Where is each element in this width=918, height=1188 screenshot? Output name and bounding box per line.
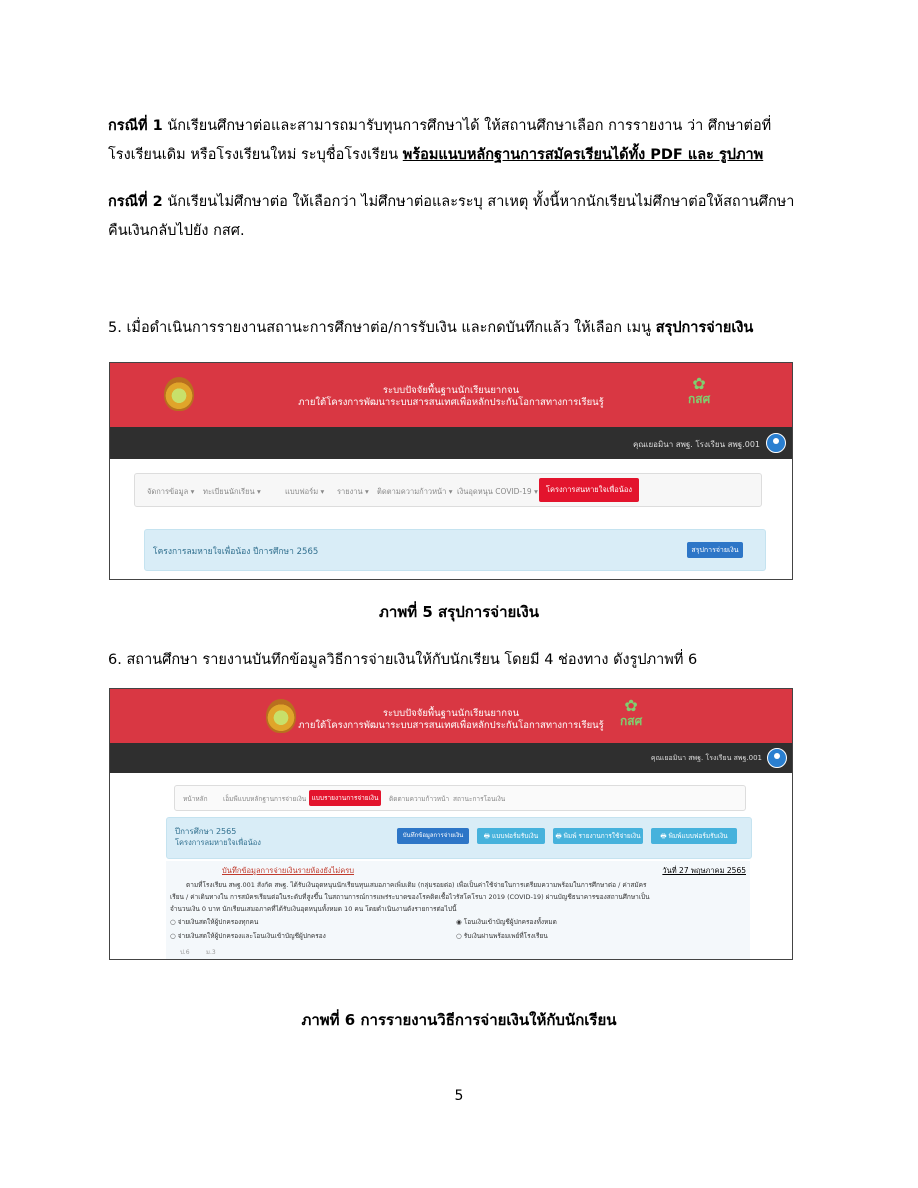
step-5-text: 5. เมื่อดำเนินการรายงานสถานะการศึกษาต่อ/การรับเงิน และกดบันทึกแล้ว ให้เลือก เมนู (108, 320, 656, 336)
tab-transfer-status[interactable]: สถานะการโอนเงิน (453, 795, 506, 803)
main-nav (134, 473, 762, 507)
figure-6-caption: ภาพที่ 6 การรายงานวิธีการจ่ายเงินให้กับนักเรียน (301, 1011, 617, 1029)
tab-bar (174, 785, 746, 811)
eef-logo (688, 374, 711, 406)
option-cash-and-transfer[interactable]: ○ จ่ายเงินสดให้ผู้ปกครองและโอนเงินเข้าบัญชีผู้ปกครอง (170, 932, 326, 940)
nav-student-registry[interactable]: ทะเบียนนักเรียน ▾ (203, 487, 261, 496)
system-subtitle-2: ภายใต้โครงการพัฒนาระบบสารสนเทศเพื่อหลักประกันโอกาสทางการเรียนรู้ (298, 720, 604, 731)
nav-reports[interactable]: รายงาน ▾ (337, 487, 369, 496)
body-line-2: เรียน / ค่าเดินทางใน การสมัครเรียนต่อในระดับที่สูงขึ้น ในสถานการณ์การแพร่ระบาดของโรคติดเชื้อไวรัสโคโรนา 2019 (COVID-19) ผ่านบัญชีธนาคารของสถานศึกษาเป็น (170, 893, 650, 901)
step-5 (108, 314, 813, 343)
case-1-lead: กรณีที่ 1 (108, 118, 163, 134)
paragraph-case-2 (108, 188, 813, 246)
option-transfer-all[interactable]: ◉ โอนเงินเข้าบัญชีผู้ปกครองทั้งหมด (456, 918, 557, 926)
project-box (144, 529, 766, 571)
project-name: โครงการลมหายใจเพื่อน้อง (175, 838, 261, 847)
brand-text-2: กสศ (620, 714, 643, 728)
tab-progress[interactable]: ติดตามความก้าวหน้า (389, 795, 450, 803)
user-name-2[interactable]: คุณเยอมินา สพฐ. โรงเรียน สพฐ.001 (650, 754, 762, 762)
user-name[interactable]: คุณเยอมินา สพฐ. โรงเรียน สพฐ.001 (632, 440, 760, 449)
header-banner-2 (110, 689, 792, 743)
page-number: 5 (454, 1088, 464, 1104)
system-title-2: ระบบปัจจัยพื้นฐานนักเรียนยากจน (382, 708, 520, 719)
record-panel (166, 861, 750, 959)
record-body (170, 879, 746, 915)
user-bar-2 (110, 743, 792, 773)
body-line-1: ตามที่โรงเรียน สพฐ.001 สังกัด สพฐ. ได้รับเงินอุดหนุนนักเรียนทุนเสมอภาคเพิ่มเติม (กลุ่มรอยต่อ) เพื่อเป็นค่าใช้จ่ายในการเตรียมความพร้อมในการศึกษาต่อ / ค่าสมัคร (186, 881, 647, 889)
record-heading: บันทึกข้อมูลการจ่ายเงินรายห้องยังไม่ครบ (222, 866, 355, 875)
case-2-text: นักเรียนไม่ศึกษาต่อ ให้เลือกว่า ไม่ศึกษาต่อและระบุ สาเหตุ ทั้งนี้หากนักเรียนไม่ศึกษาต่อให้สถานศึกษา (162, 194, 795, 210)
option-promptpay[interactable]: ○ รับเงินผ่านพร้อมเพย์ที่โรงเรียน (456, 932, 548, 940)
case-1-line2: โรงเรียนเดิม หรือโรงเรียนใหม่ ระบุชื่อโรงเรียน (108, 147, 403, 163)
screenshot-payment-report (109, 688, 793, 960)
figure-5-caption: ภาพที่ 5 สรุปการจ่ายเงิน (379, 603, 539, 621)
body-line-3: จำนวนเงิน 0 บาท นักเรียนเสมอภาคที่ได้รับเงินอุดหนุนทั้งหมด 10 คน โดยดำเนินงานดังรายการต่อไปนี้ (170, 905, 457, 913)
tab-home[interactable]: หน้าหลัก (183, 795, 208, 803)
year-box (166, 817, 752, 859)
grade-tab-p6[interactable]: ป.6 (180, 949, 190, 956)
nav-progress[interactable]: ติดตามความก้าวหน้า ▾ (377, 487, 453, 496)
user-bar (110, 427, 792, 459)
record-payment-button[interactable]: บันทึกข้อมูลการจ่ายเงิน (397, 828, 469, 844)
nav-breath-project[interactable]: โครงการสนหายใจเพื่อน้อง (539, 478, 639, 502)
brand-text: กสศ (688, 392, 711, 406)
step-6: 6. สถานศึกษา รายงานบันทึกข้อมูลวิธีการจ่ายเงินให้กับนักเรียน โดยมี 4 ช่องทาง ดังรูปภาพที่ 6 (108, 652, 698, 668)
nav-covid-subsidy[interactable]: เงินอุดหนุน COVID-19 ▾ (457, 487, 538, 496)
tab-payment-report[interactable]: แบบรายงานการจ่ายเงิน (309, 790, 381, 806)
user-avatar-icon[interactable] (766, 433, 786, 453)
grade-tab-m3[interactable]: ม.3 (206, 949, 216, 956)
academic-year: ปีการศึกษา 2565 (175, 827, 237, 836)
case-1-emphasis: พร้อมแนบหลักฐานการสมัครเรียนได้ทั้ง PDF และ รูปภาพ (402, 147, 764, 163)
nav-forms[interactable]: แบบฟอร์ม ▾ (285, 487, 325, 496)
option-cash-all[interactable]: ○ จ่ายเงินสดให้ผู้ปกครองทุกคน (170, 918, 259, 926)
nav-manage-data[interactable]: จัดการข้อมูล ▾ (147, 487, 195, 496)
system-subtitle: ภายใต้โครงการพัฒนาระบบสารสนเทศเพื่อหลักประกันโอกาสทางการเรียนรู้ (298, 397, 604, 408)
header-banner (110, 363, 792, 427)
leaf-icon: ✿ (692, 374, 706, 393)
leaf-icon-2: ✿ (624, 696, 638, 715)
screenshot-summary (109, 362, 793, 580)
report-date: วันที่ 27 พฤษภาคม 2565 (662, 866, 746, 875)
step-5-bold: สรุปการจ่ายเงิน (655, 320, 754, 336)
case-1-text: นักเรียนศึกษาต่อและสามารถมารับทุนการศึกษาได้ ให้สถานศึกษาเลือก การรายงาน ว่า ศึกษาต่อที่ (162, 118, 772, 134)
project-title: โครงการลมหายใจเพื่อน้อง ปีการศึกษา 2565 (153, 547, 319, 557)
user-avatar-icon-2[interactable] (767, 748, 787, 768)
print-receipt-button[interactable]: 🖶 พิมพ์แบบฟอร์มรับเงิน (651, 828, 737, 844)
system-title: ระบบปัจจัยพื้นฐานนักเรียนยากจน (382, 385, 520, 396)
case-2-lead: กรณีที่ 2 (108, 194, 163, 210)
eef-logo-2 (620, 696, 643, 728)
tab-evidence[interactable]: เอ็มพีแบบหลักฐานการจ่ายเงิน (223, 795, 307, 803)
print-receipt-form-button[interactable]: 🖶 แบบฟอร์มรับเงิน (477, 828, 545, 844)
paragraph-case-1 (108, 112, 813, 170)
print-expense-report-button[interactable]: 🖶 พิมพ์ รายงานการใช้จ่ายเงิน (553, 828, 643, 844)
case-2-line2: คืนเงินกลับไปยัง กสศ. (108, 223, 245, 239)
summary-payment-button[interactable]: สรุปการจ่ายเงิน (687, 542, 743, 558)
